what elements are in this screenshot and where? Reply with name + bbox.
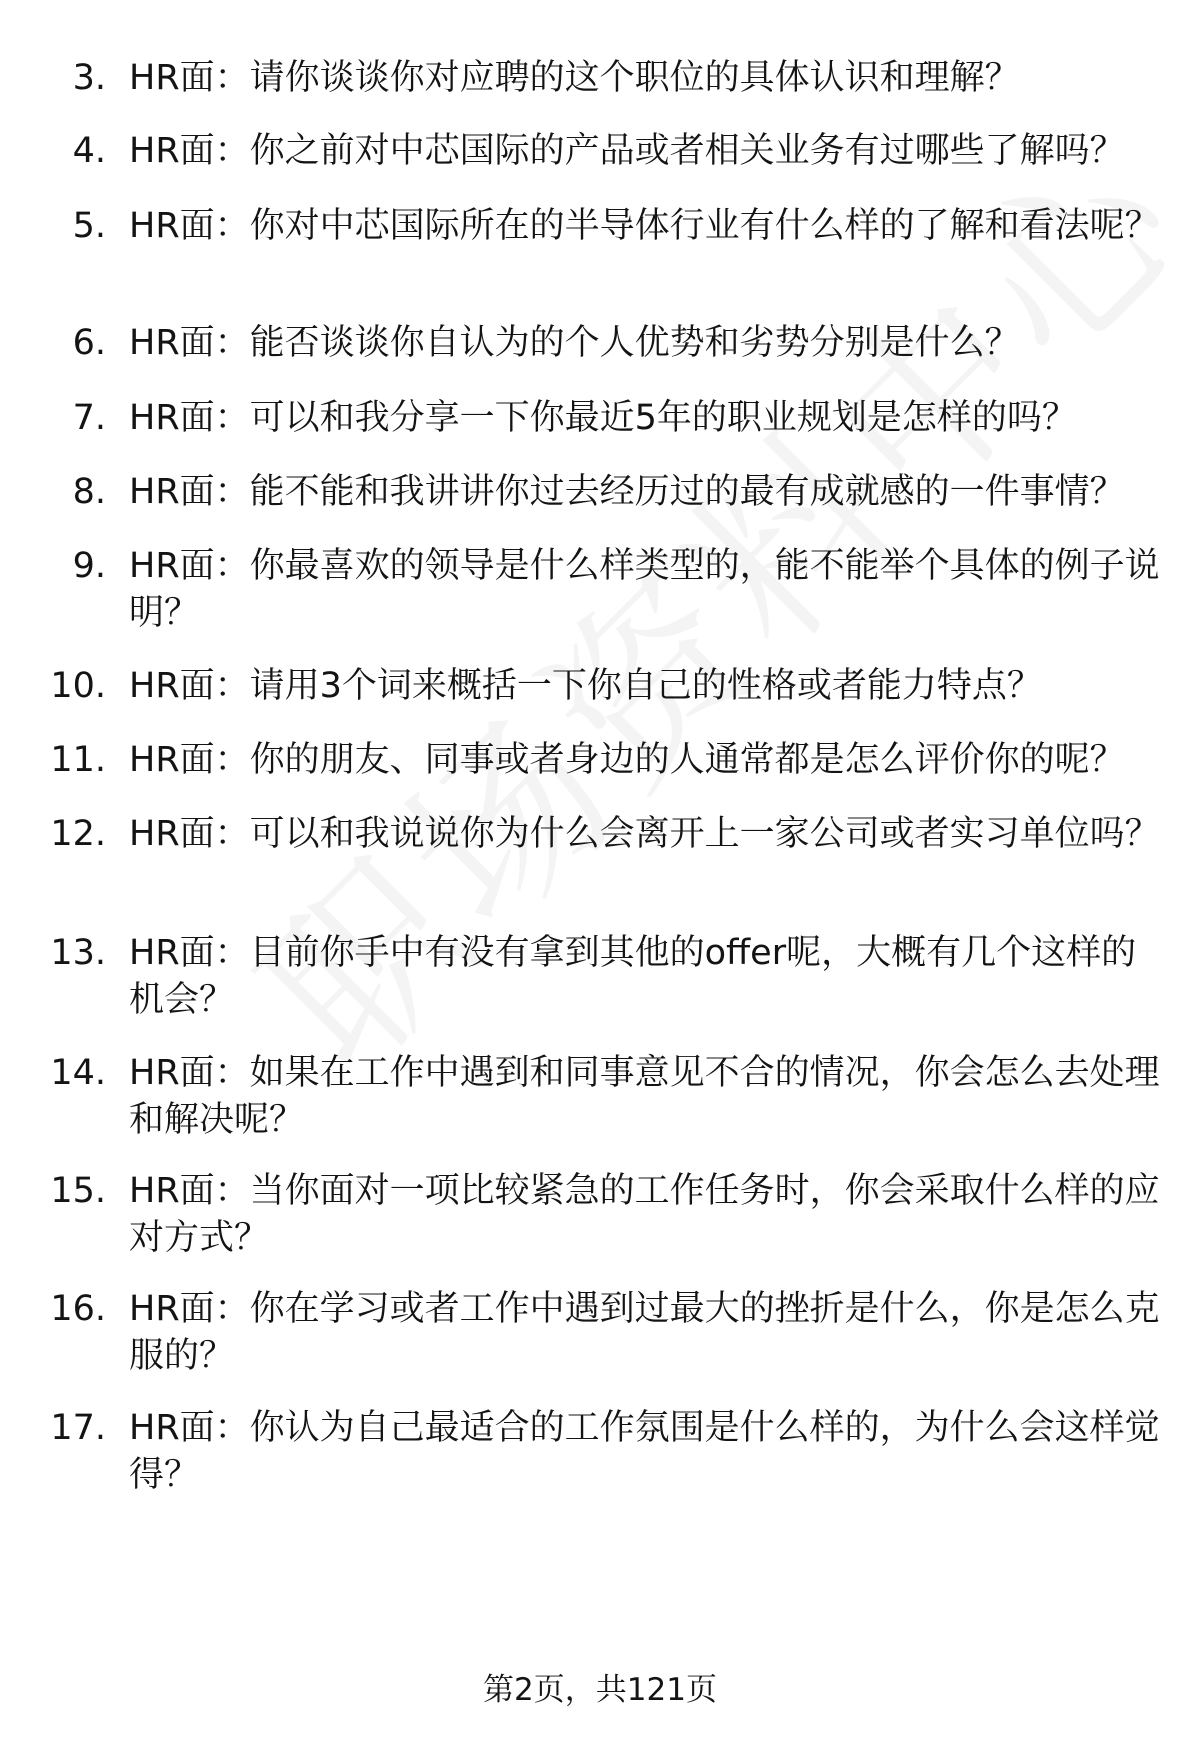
item-number: 5.: [72, 206, 106, 246]
item-text: HR面：能否谈谈你自认为的个人优势和劣势分别是什么？: [129, 323, 1020, 363]
item-number: 12.: [50, 814, 106, 854]
item-text: HR面：你对中芯国际所在的半导体行业有什么样的了解和看法呢？: [129, 206, 1160, 246]
item-number: 4.: [72, 131, 106, 171]
item-text: HR面：当你面对一项比较紧急的工作任务时，你会采取什么样的应对方式？: [129, 1171, 1160, 1258]
item-number: 9.: [72, 546, 106, 586]
item-number: 15.: [50, 1171, 106, 1211]
item-text: HR面：如果在工作中遇到和同事意见不合的情况，你会怎么去处理和解决呢？: [129, 1053, 1160, 1140]
item-number: 6.: [72, 323, 106, 363]
item-text: HR面：可以和我说说你为什么会离开上一家公司或者实习单位吗？: [129, 814, 1160, 854]
item-text: HR面：你的朋友、同事或者身边的人通常都是怎么评价你的呢？: [129, 740, 1125, 780]
item-text: HR面：能不能和我讲讲你过去经历过的最有成就感的一件事情？: [129, 472, 1125, 512]
item-text: HR面：你在学习或者工作中遇到过最大的挫折是什么，你是怎么克服的？: [129, 1289, 1160, 1376]
item-text: HR面：请你谈谈你对应聘的这个职位的具体认识和理解？: [129, 58, 1020, 98]
item-number: 8.: [72, 472, 106, 512]
item-text: HR面：请用3个词来概括一下你自己的性格或者能力特点？: [129, 666, 1042, 706]
item-number: 14.: [50, 1053, 106, 1093]
item-number: 16.: [50, 1289, 106, 1329]
page-footer: 第2页，共121页: [483, 1672, 717, 1708]
item-number: 3.: [72, 58, 106, 98]
item-number: 10.: [50, 666, 106, 706]
item-number: 11.: [50, 740, 106, 780]
item-number: 7.: [72, 398, 106, 438]
item-text: HR面：可以和我分享一下你最近5年的职业规划是怎样的吗？: [129, 398, 1077, 438]
item-text: HR面：你之前对中芯国际的产品或者相关业务有过哪些了解吗？: [129, 131, 1125, 171]
item-number: 17.: [50, 1408, 106, 1448]
item-number: 13.: [50, 933, 106, 973]
item-text: HR面：目前你手中有没有拿到其他的offer呢，大概有几个这样的机会？: [129, 933, 1137, 1020]
item-text: HR面：你最喜欢的领导是什么样类型的，能不能举个具体的例子说明？: [129, 546, 1160, 633]
item-text: HR面：你认为自己最适合的工作氛围是什么样的，为什么会这样觉得？: [129, 1408, 1160, 1495]
